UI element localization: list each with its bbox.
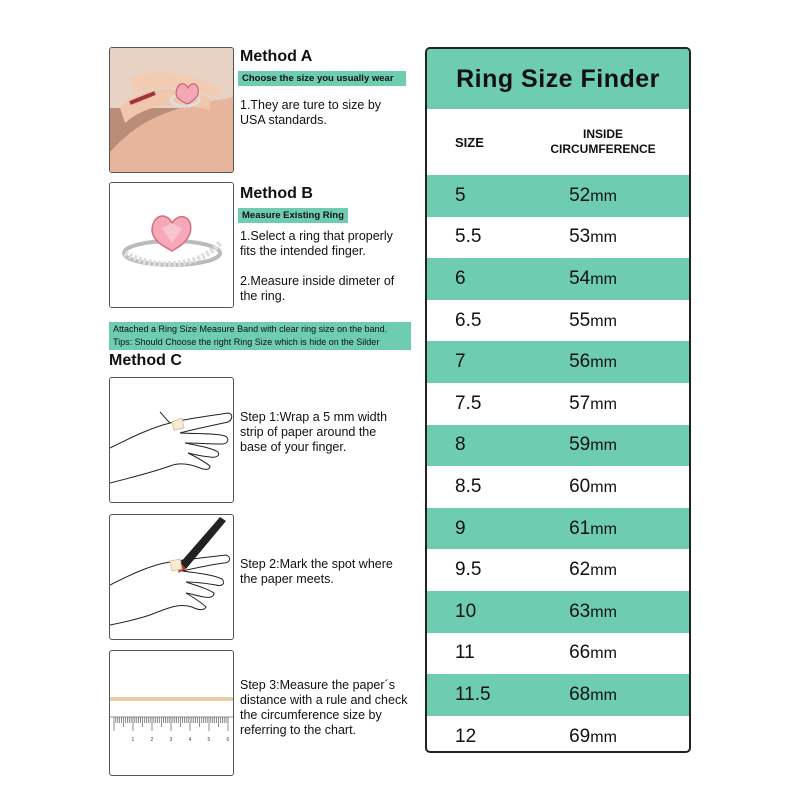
circumference-unit: mm [590,187,617,205]
circumference-value: 53 [569,226,591,248]
ring-product-photo [109,182,234,308]
circumference-value: 55 [569,309,591,331]
method-b-step1: 1.Select a ring that properly fits the intended finger. [240,229,393,258]
circumference-unit: mm [590,520,617,538]
circumference-unit: mm [590,603,617,621]
ring-illustration [110,183,233,307]
table-row [427,425,689,467]
method-a-heading: Method A [240,48,313,65]
circumference-value: 68 [569,683,591,705]
ruler-number: 2 [150,737,154,743]
circumference-value: 63 [569,600,591,622]
circumference-unit: mm [590,229,617,247]
col-circ-header-line2: CIRCUMFERENCE [550,142,656,156]
table-row [427,466,689,508]
circumference-value: 56 [569,351,591,373]
table-row [427,674,689,716]
method-b-heading: Method B [240,185,313,202]
size-cell: 10 [455,600,477,622]
step3-illustration [109,650,234,776]
circumference-cell [517,642,689,664]
size-cell: 6 [455,267,466,289]
banner-line-1: Attached a Ring Size Measure Band with clear ring size on the band. [113,324,388,334]
circumference-value: 61 [569,517,591,539]
circumference-unit: mm [590,270,617,288]
band-tips-banner [109,322,411,350]
method-c-heading: Method C [109,352,182,369]
table-row [427,341,689,383]
size-cell: 11.5 [455,683,491,705]
circumference-cell [517,518,689,540]
table-row [427,175,689,217]
circumference-unit: mm [590,686,617,704]
circumference-cell [517,393,689,415]
table-row [427,508,689,550]
circumference-cell [517,684,689,706]
method-a-text: 1.They are ture to size by USA standards. [240,98,382,127]
circumference-unit: mm [590,728,617,746]
col-circ-header-line1: INSIDE [582,127,623,141]
size-cell: 8.5 [455,475,482,497]
circumference-value: 52 [569,184,591,206]
table-row [427,549,689,591]
circumference-value: 62 [569,559,591,581]
chart-header-row [427,109,689,175]
col-circ-header [517,127,689,157]
table-row [427,300,689,342]
ruler-number: 5 [207,737,211,743]
method-b-step2: 2.Measure inside dimeter of the ring. [240,274,395,303]
size-cell: 7.5 [455,392,482,414]
circumference-cell [517,726,689,748]
table-row [427,258,689,300]
circumference-unit: mm [590,395,617,413]
hand-ring-illustration [110,48,233,172]
circumference-unit: mm [590,312,617,330]
circumference-value: 69 [569,725,591,747]
method-a-tag: Choose the size you usually wear [238,71,406,86]
size-cell: 5 [455,184,466,206]
size-cell: 11 [455,642,475,664]
banner-line-2: Tips: Should Choose the right Ring Size which is hide on the Silder [113,337,380,347]
step2-illustration [109,514,234,640]
ruler-number: 1 [131,737,135,743]
circumference-unit: mm [590,478,617,496]
table-row [427,633,689,675]
table-row [427,217,689,259]
hand-wrap-icon [110,378,233,502]
ruler-number: 6 [226,737,230,743]
circumference-value: 57 [569,392,591,414]
hand-mark-pen-icon [110,515,233,639]
size-cell: 8 [455,434,466,456]
circumference-unit: mm [590,354,617,372]
circumference-cell [517,226,689,248]
circumference-cell [517,601,689,623]
table-row [427,591,689,633]
circumference-value: 54 [569,267,591,289]
method-c-step3: Step 3:Measure the paper´s distance with a rule and check the circumference size by referring to the chart. [240,678,408,737]
chart-title: Ring Size Finder [427,49,689,109]
circumference-value: 66 [569,642,591,664]
step1-illustration [109,377,234,503]
size-cell: 7 [455,351,466,373]
circumference-cell [517,185,689,207]
ring-size-chart [425,47,691,753]
size-cell: 9 [455,517,466,539]
col-size-header: SIZE [455,134,484,150]
size-cell: 9.5 [455,559,482,581]
circumference-cell [517,268,689,290]
circumference-value: 60 [569,475,591,497]
circumference-unit: mm [590,645,617,663]
table-row [427,383,689,425]
method-c-step1: Step 1:Wrap a 5 mm width strip of paper around the base of your finger. [240,410,388,454]
circumference-value: 59 [569,434,591,456]
circumference-cell [517,310,689,332]
circumference-cell [517,351,689,373]
circumference-cell [517,434,689,456]
size-cell: 12 [455,725,477,747]
ruler-number: 3 [169,737,173,743]
method-c-step2: Step 2:Mark the spot where the paper meets. [240,557,393,586]
size-cell: 5.5 [455,226,482,248]
ring-on-hand-photo [109,47,234,173]
circumference-unit: mm [590,437,617,455]
chart-rows [427,175,689,753]
circumference-cell [517,559,689,581]
circumference-unit: mm [590,562,617,580]
table-row [427,716,689,753]
ruler-number: 4 [188,737,192,743]
circumference-cell [517,476,689,498]
size-cell: 6.5 [455,309,482,331]
ruler-icon [110,651,233,775]
method-b-tag: Measure Existing Ring [238,208,348,223]
